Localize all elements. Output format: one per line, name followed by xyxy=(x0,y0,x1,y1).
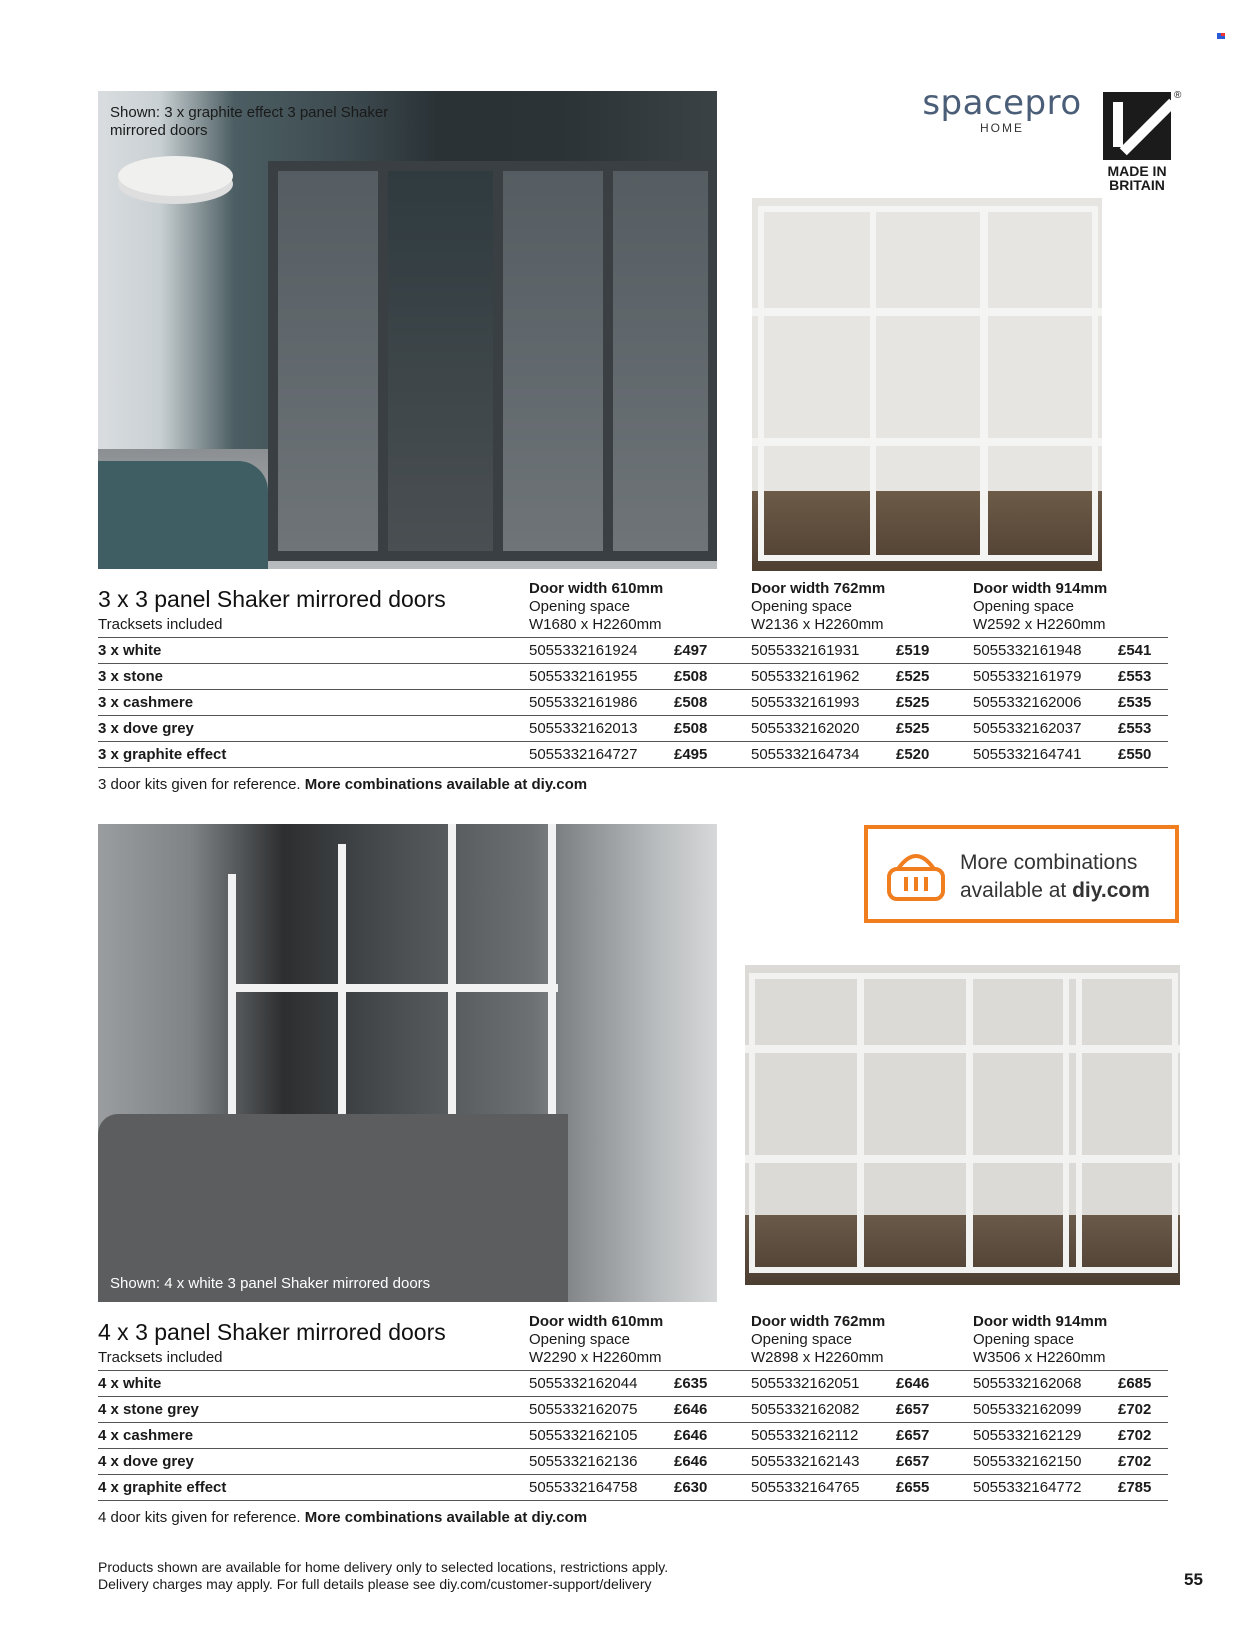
product-photo-4-white-doors-room xyxy=(745,965,1180,1285)
logo-word: spacepro xyxy=(922,83,1082,123)
table-row: 3 x cashmere 5055332161986 £508 5055332161993 £525 5055332162006 £535 xyxy=(98,690,1168,716)
spacepro-logo xyxy=(912,83,1092,135)
section2-note-link[interactable]: More combinations available at diy.com xyxy=(304,1509,588,1526)
table-row: 3 x white 5055332161924 £497 5055332161931 £519 5055332161948 £541 xyxy=(98,638,1168,664)
section2-col3-header: Door width 914mm Opening space W3506 x H2260mm xyxy=(973,1313,1108,1366)
product-photo-graphite-doors xyxy=(98,91,717,569)
product-photo-white-doors xyxy=(752,198,1102,571)
section2-title: 4 x 3 panel Shaker mirrored doors xyxy=(98,1319,446,1345)
footer-disclaimer: Products shown are available for home delivery only to selected locations, restrictions apply. Delivery charges may apply. For full details please see diy.com/customer-support/delivery xyxy=(98,1559,669,1592)
section1-price-table xyxy=(98,637,1168,768)
section1-note-link[interactable]: More combinations available at diy.com xyxy=(304,776,588,793)
section2-price-table xyxy=(98,1370,1168,1501)
section1-title: 3 x 3 panel Shaker mirrored doors xyxy=(98,586,446,612)
section1-subtitle: Tracksets included xyxy=(98,616,223,633)
section2-col1-header: Door width 610mm Opening space W2290 x H2260mm xyxy=(529,1313,664,1366)
section1-note: 3 door kits given for reference. More combinations available at diy.com xyxy=(98,776,588,793)
made-in-britain-logo xyxy=(1103,92,1171,192)
page-number: 55 xyxy=(1184,1570,1203,1589)
table-row: 4 x dove grey 5055332162136 £646 5055332162143 £657 5055332162150 £702 xyxy=(98,1449,1168,1475)
table-row: 3 x stone 5055332161955 £508 5055332161962 £525 5055332161979 £553 xyxy=(98,664,1168,690)
corner-mark-icon xyxy=(1217,33,1225,39)
table-row: 3 x graphite effect 5055332164727 £495 5055332164734 £520 5055332164741 £550 xyxy=(98,742,1168,768)
section2-col2-header: Door width 762mm Opening space W2898 x H2260mm xyxy=(751,1313,886,1366)
bed-icon xyxy=(98,1114,568,1302)
ceiling-lamp-icon xyxy=(118,156,233,196)
section2-subtitle: Tracksets included xyxy=(98,1349,223,1366)
section1-col2-header: Door width 762mm Opening space W2136 x H2260mm xyxy=(751,580,886,633)
section2-note: 4 door kits given for reference. More combinations available at diy.com xyxy=(98,1509,588,1526)
registered-mark: ® xyxy=(1174,90,1182,101)
table-row: 4 x white 5055332162044 £635 5055332162051 £646 5055332162068 £685 xyxy=(98,1371,1168,1397)
made-in-text: MADE IN xyxy=(1107,163,1167,179)
table-row: 4 x graphite effect 5055332164758 £630 5055332164765 £655 5055332164772 £785 xyxy=(98,1475,1168,1501)
table-row: 4 x cashmere 5055332162105 £646 5055332162112 £657 5055332162129 £702 xyxy=(98,1423,1168,1449)
promo-text: More combinations available at diy.com xyxy=(960,851,1150,902)
photo-caption: Shown: 4 x white 3 panel Shaker mirrored doors xyxy=(110,1275,431,1292)
section1-col1-header: Door width 610mm Opening space W1680 x H2260mm xyxy=(529,580,664,633)
section1-col3-header: Door width 914mm Opening space W2592 x H2260mm xyxy=(973,580,1108,633)
product-photo-4-white-doors xyxy=(98,824,717,1302)
made-in-britain-icon xyxy=(1103,92,1171,160)
table-row: 4 x stone grey 5055332162075 £646 5055332162082 £657 5055332162099 £702 xyxy=(98,1397,1168,1423)
logo-sub: HOME xyxy=(980,121,1024,135)
table-row: 3 x dove grey 5055332162013 £508 5055332162020 £525 5055332162037 £553 xyxy=(98,716,1168,742)
basket-icon xyxy=(886,847,946,903)
bed-icon xyxy=(98,461,268,569)
britain-text: BRITAIN xyxy=(1109,177,1165,193)
photo-caption: Shown: 3 x graphite effect 3 panel Shaker mirrored doors xyxy=(110,104,389,139)
more-combinations-promo[interactable] xyxy=(864,825,1179,923)
